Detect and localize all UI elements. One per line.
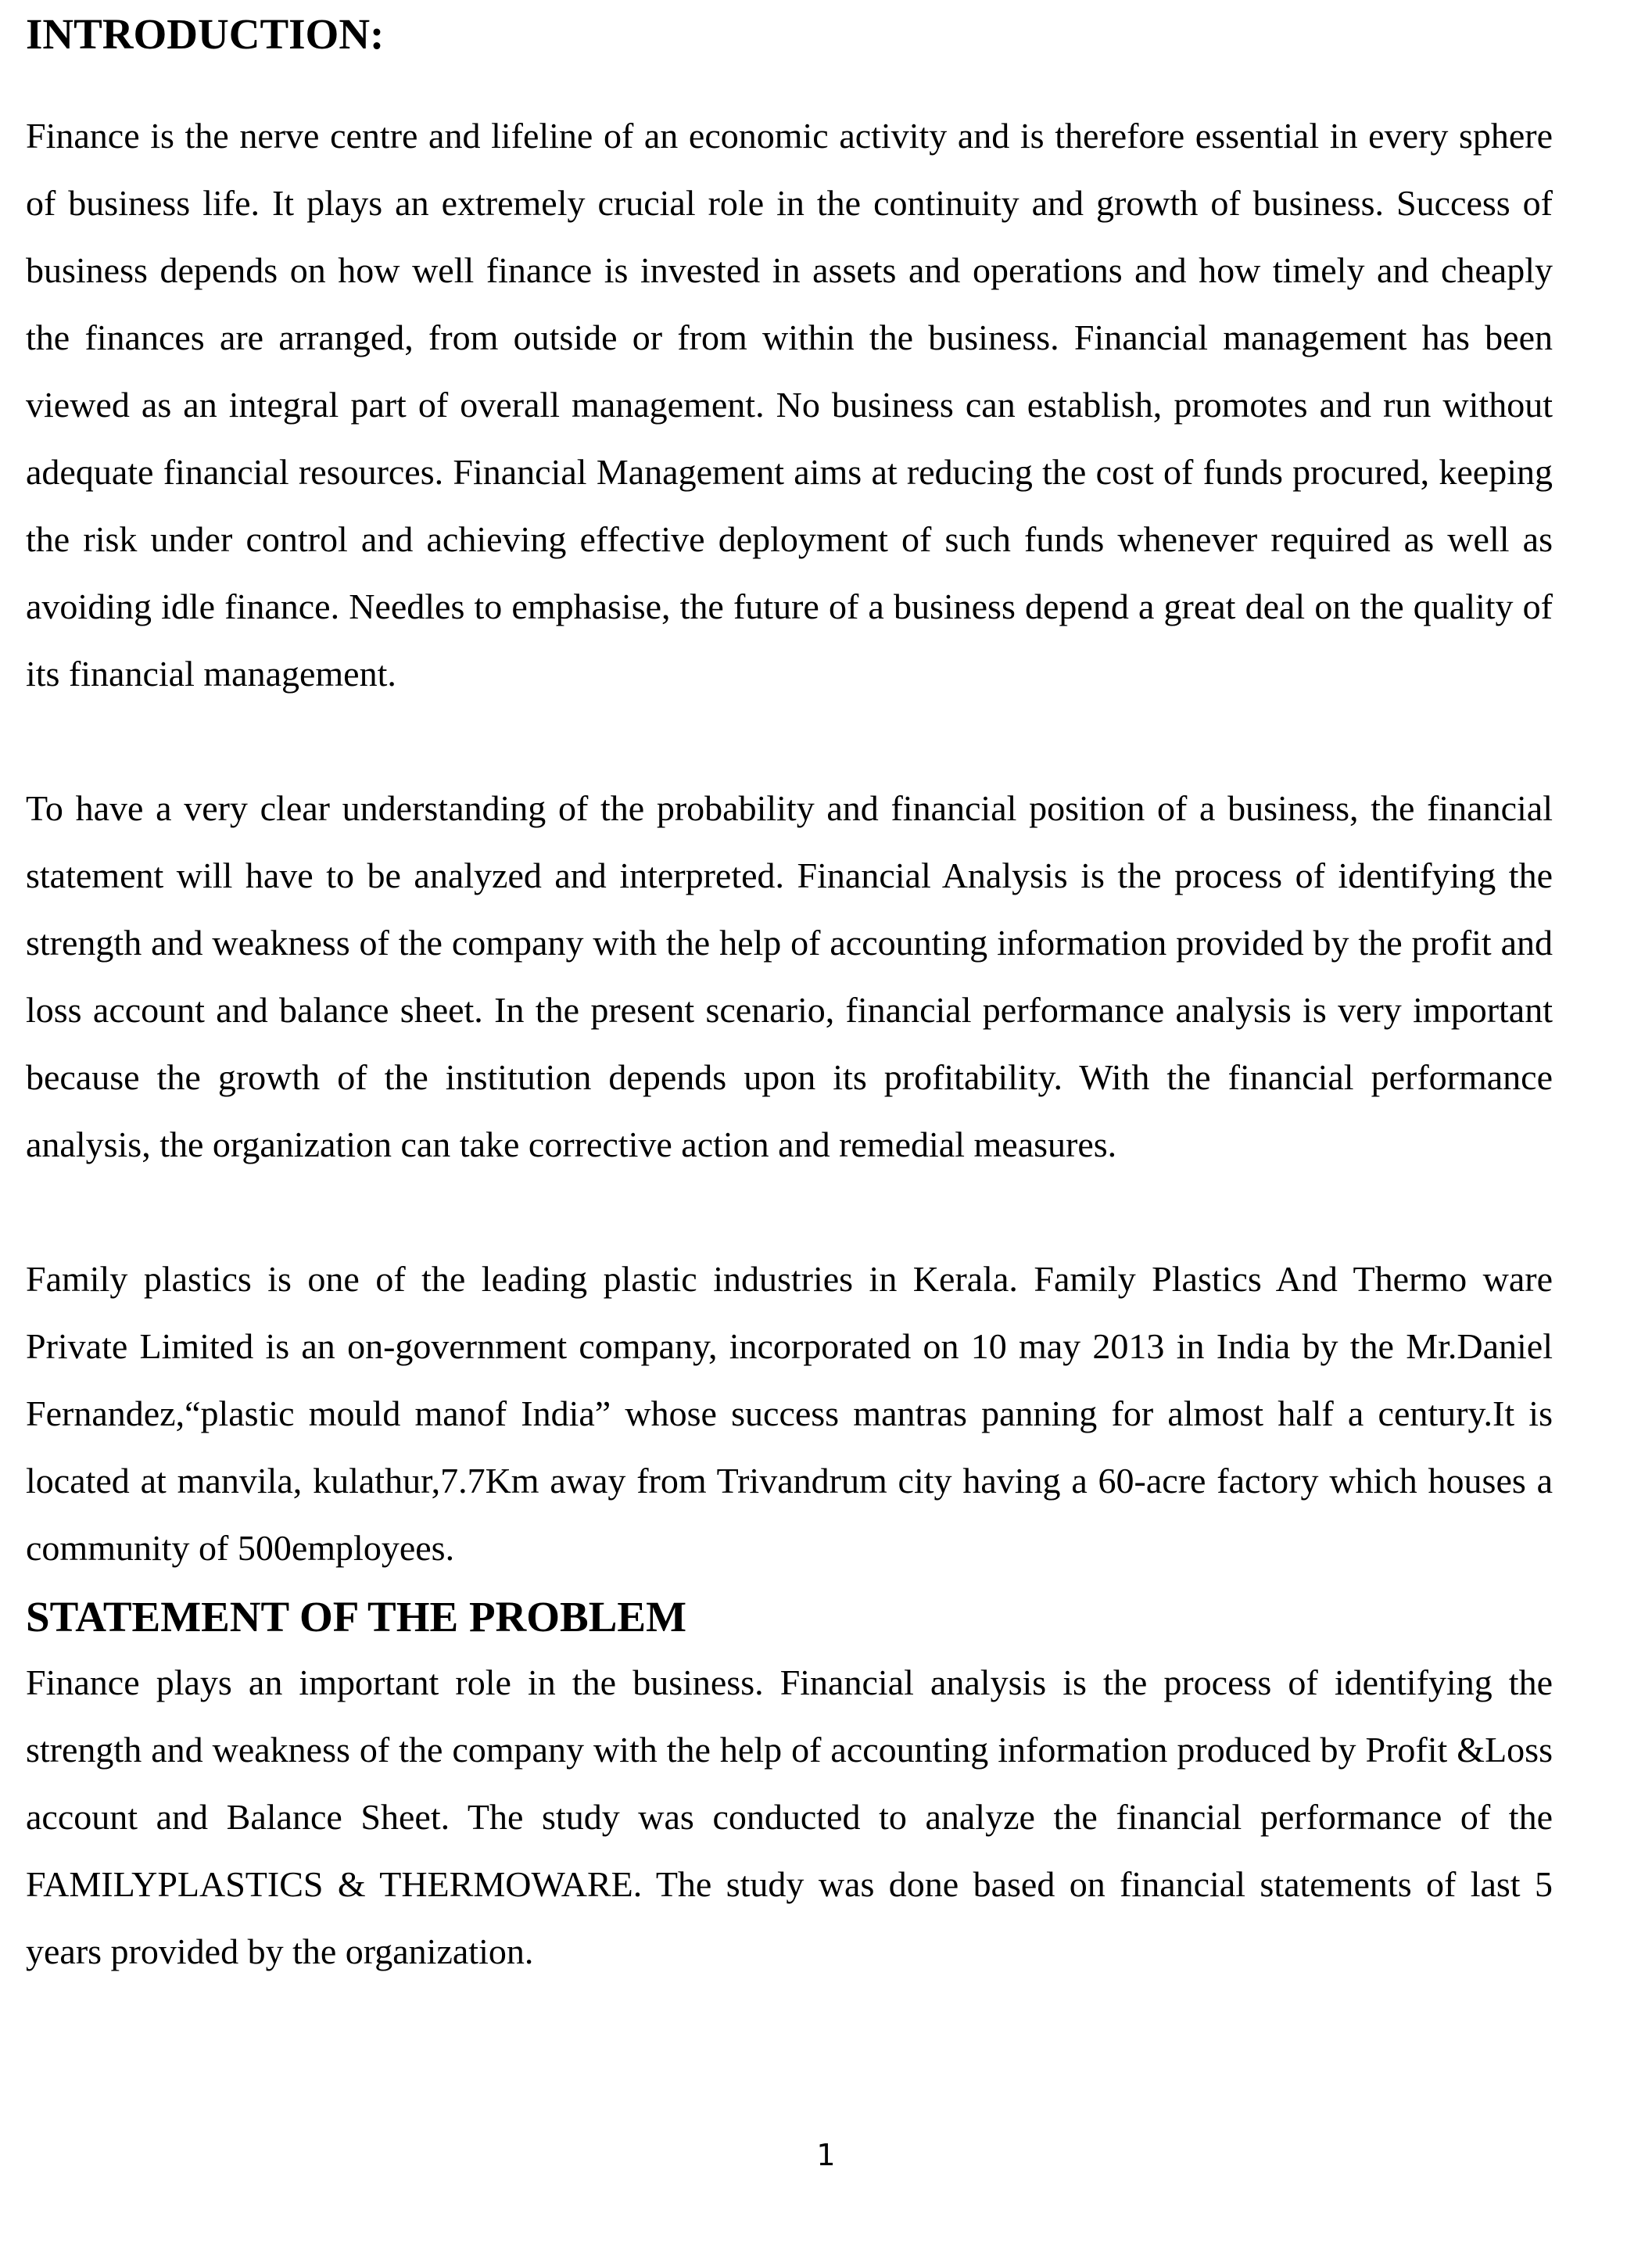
- introduction-paragraph-2: To have a very clear understanding of the probability and financial position of a business, the financial statement will have to be analyzed and interpreted. Financial Analysis is the process of identifying the strength and weakness of the company with the help of accounting information provided by the profit and loss account and balance sheet. In the present scenario, financial performance analysis is very important because the growth of the institution depends upon its profitability. With the financial performance analysis, the organization can take corrective action and remedial measures.: [26, 788, 1553, 1164]
- introduction-heading: INTRODUCTION:: [26, 10, 385, 58]
- introduction-paragraph-3: Family plastics is one of the leading plastic industries in Kerala. Family Plastics And Thermo ware Private Limited is an on-government company, incorporated on 10 may 2013 in India by the Mr.Daniel Fernandez,“plastic mould manof India” whose success mantras panning for almost half a century.It is located at manvila, kulathur,7.7Km away from Trivandrum city having a 60-acre factory which houses a community of 500employees.: [26, 1259, 1553, 1568]
- problem-statement-heading: STATEMENT OF THE PROBLEM: [26, 1593, 687, 1641]
- introduction-paragraph-1: Finance is the nerve centre and lifeline of an economic activity and is therefore essential in every sphere of business life. It plays an extremely crucial role in the continuity and growth of business. Success of business depends on how well finance is invested in assets and operations and how timely and cheaply the finances are arranged, from outside or from within the business. Financial management has been viewed as an integral part of overall management. No business can establish, promotes and run without adequate financial resources. Financial Management aims at reducing the cost of funds procured, keeping the risk under control and achieving effective deployment of such funds whenever required as well as avoiding idle finance. Needles to emphasise, the future of a business depend a great deal on the quality of its financial management.: [26, 116, 1553, 694]
- page-number: 1: [816, 2138, 836, 2172]
- problem-statement-paragraph: Finance plays an important role in the business. Financial analysis is the process of identifying the strength and weakness of the company with the help of accounting information produced by Profit &Loss account and Balance Sheet. The study was conducted to analyze the financial performance of the FAMILYPLASTICS & THERMOWARE. The study was done based on financial statements of last 5 years provided by the organization.: [26, 1662, 1553, 1971]
